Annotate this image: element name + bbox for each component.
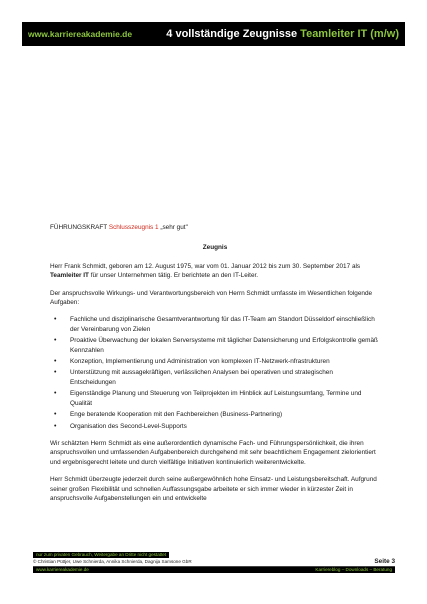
intro-job-title: Teamleiter IT (50, 272, 89, 280)
kind-label: FÜHRUNGSKRAFT (50, 224, 108, 231)
footer-copyright: © Christian Püttjer, Uwe Schnierda, Annika Schnierda, Dagnija Samsone GbR (33, 559, 192, 564)
footer-links-row (33, 567, 395, 573)
personality-paragraph: Wir schätzten Herrn Schmidt als eine außerordentlich dynamische Fach- und Führungspersönlichkeit, die ihren anspruchsvollen und umfassenden Aufgabenbereich durchgehend mit sehr beachtlichem Engagement zielorientiert und ergebnisgerecht leitete und durch vielfältige Initiativen kontinuierlich weiterentwickelte. (50, 439, 376, 466)
performance-paragraph: Herr Schmidt überzeugte jederzeit durch seine außergewöhnlich hohe Einsatz- und Leistungsbereitschaft. Aufgrund seiner großen Flexibilität und schnellen Auffassungsgabe arbeitete er sich immer wieder in kürzester Zeit in anspruchsvolle Aufgabenstellungen ein und entwickelte (50, 476, 377, 502)
kind-red: Schlusszeugnis 1 (108, 224, 159, 231)
intro-paragraph (50, 262, 380, 281)
tasks-intro: Der anspruchsvolle Wirkungs- und Verantwortungsbereich von Herrn Schmidt umfasste im Wesentlichen folgende Aufgaben: (50, 289, 373, 307)
footer-nav-links[interactable]: Karriereblog – Downloads – Beratung (315, 567, 392, 572)
task-list (50, 315, 380, 430)
document-heading: Zeugnis (202, 244, 228, 252)
task-item: • Enge beratende Kooperation mit den Fachbereichen (Business-Partnering) (70, 410, 380, 419)
task-item: • Proaktive Überwachung der lokalen Serversysteme mit täglicher Datensicherung und Erfolgskontrolle gemäß Kennzahlen (70, 336, 380, 355)
header-title (166, 28, 399, 40)
intro-text-1: Herr Frank Schmidt, geboren am 12. August 1975, war vom 01. Januar 2012 bis zum 30. September 2017 als (50, 262, 361, 270)
task-item: • Konzeption, Implementierung und Administration von komplexen IT-Netzwerk-nfrastrukturen (70, 357, 380, 366)
task-item: • Unterstützung mit aussagekräftigen, verlässlichen Analysen bei operativen und strategischen Entscheidungen (70, 368, 380, 387)
footer-site-link[interactable]: www.karriereakademie.de (36, 567, 89, 572)
task-item: • Fachliche und disziplinarische Gesamtverantwortung für das IT-Team am Standort Düsseldorf einschließlich der Vereinbarung von Zielen (70, 315, 380, 334)
page-number: Seite 3 (374, 558, 395, 565)
header-title-highlight: Teamleiter IT (m/w) (300, 28, 399, 40)
header-site-link[interactable]: www.karriereakademie.de (28, 29, 133, 39)
footer-row (33, 558, 395, 567)
page-footer (33, 552, 395, 573)
document-body (50, 223, 380, 511)
kind-grade: „sehr gut" (160, 224, 188, 231)
footer-notice: nur zum privaten Gebrauch, Weitergabe an Dritte nicht gestattet (33, 552, 169, 558)
header-title-main: 4 vollständige Zeugnisse (166, 28, 298, 40)
task-item: • Organisation des Second-Level-Supports (70, 422, 380, 431)
intro-text-2: für unser Unternehmen tätig. Er berichtete an den IT-Leiter. (90, 272, 259, 280)
document-kind (50, 223, 380, 232)
page-header (22, 22, 405, 46)
task-item: • Eigenständige Planung und Steuerung von Teilprojekten im Hinblick auf Leistungsumfang, Termine und Qualität (70, 389, 380, 408)
